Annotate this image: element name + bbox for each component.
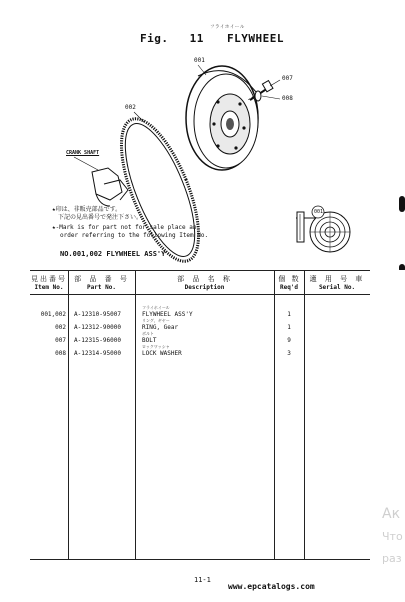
description: LOCK WASHER [142,350,182,357]
table-header-rule [30,294,370,295]
header-desc-jp: 部 品 名 称 [177,275,232,283]
item-no: 008 [55,350,66,357]
flywheel-drawing [186,66,258,170]
crank-shaft-drawing [74,157,128,206]
note-block [52,206,208,239]
note-en-line-1: ★-Mark is for part not for sale place an [52,224,197,231]
callout-001-inset: 001 [314,209,324,215]
note-en-line-2: order referring to the following Item No. [60,231,209,239]
figure-name: FLYWHEEL [227,32,284,45]
binding-mark [399,196,405,212]
table-top-rule [30,270,370,271]
part-no: A-12315-96000 [74,337,121,344]
header-desc-en: Description [184,284,225,291]
header-serial-jp: 適 用 号 車 [309,275,365,283]
quantity: 1 [287,311,291,318]
header-qty-jp: 個 数 [278,275,300,283]
part-no: A-12310-95007 [74,311,121,318]
part-no: A-12314-95000 [74,350,121,357]
quantity: 9 [287,337,291,344]
description-jp: ボルト [142,331,154,336]
callout-008: 008 [282,95,293,102]
description-jp: ロックワッシャ [142,344,170,349]
assembly-label: NO.001,002 FLYWHEEL ASS'Y [60,250,166,258]
note-jp-line-1: ★印は、非販売部品です。 [52,206,122,213]
header-item-jp: 見出番号 [31,275,67,283]
overlay-text: раз [382,552,402,565]
overlay-text: Что [382,530,403,543]
note-jp-line-2: 下記の見出番号で発注下さい。 [58,213,143,221]
column-rule [68,270,69,560]
page-number: 11-1 [194,576,211,584]
figure-number: 11 [189,32,204,45]
item-no: 002 [55,324,66,331]
callout-001: 001 [194,57,205,64]
column-rule [135,270,136,560]
part-no: A-12312-90000 [74,324,121,331]
crank-shaft-label: CRANK SHAFT [66,150,100,156]
header-part-jp: 部 品 番 号 [74,275,129,283]
header-part-en: Part No. [87,284,116,291]
callout-007: 007 [282,75,293,82]
description-jp: フライホイール [142,305,170,310]
description: FLYWHEEL ASS'Y [142,311,193,318]
column-rule [304,270,305,560]
description: RING, Gear [142,324,179,331]
figure-label: Fig. [140,32,169,45]
description: BOLT [142,337,157,344]
washer-drawing [255,91,261,101]
overlay-text: Ак [382,506,401,522]
watermark-site: www.epcatalogs.com [228,582,315,591]
item-no: 007 [55,337,66,344]
header-item-en: Item No. [34,284,64,291]
header-qty-en: Req'd [279,284,299,291]
header-serial-en: Serial No. [318,284,356,291]
figure-kana: フライホイール [210,25,245,30]
binding-mark [399,264,405,270]
table-bottom-rule [30,559,370,560]
parts-table [30,270,370,560]
quantity: 1 [287,324,291,331]
description-jp: リング、ギヤー [142,318,170,323]
callout-002: 002 [125,104,136,111]
quantity: 3 [287,350,291,357]
item-no: 001,002 [40,311,66,318]
